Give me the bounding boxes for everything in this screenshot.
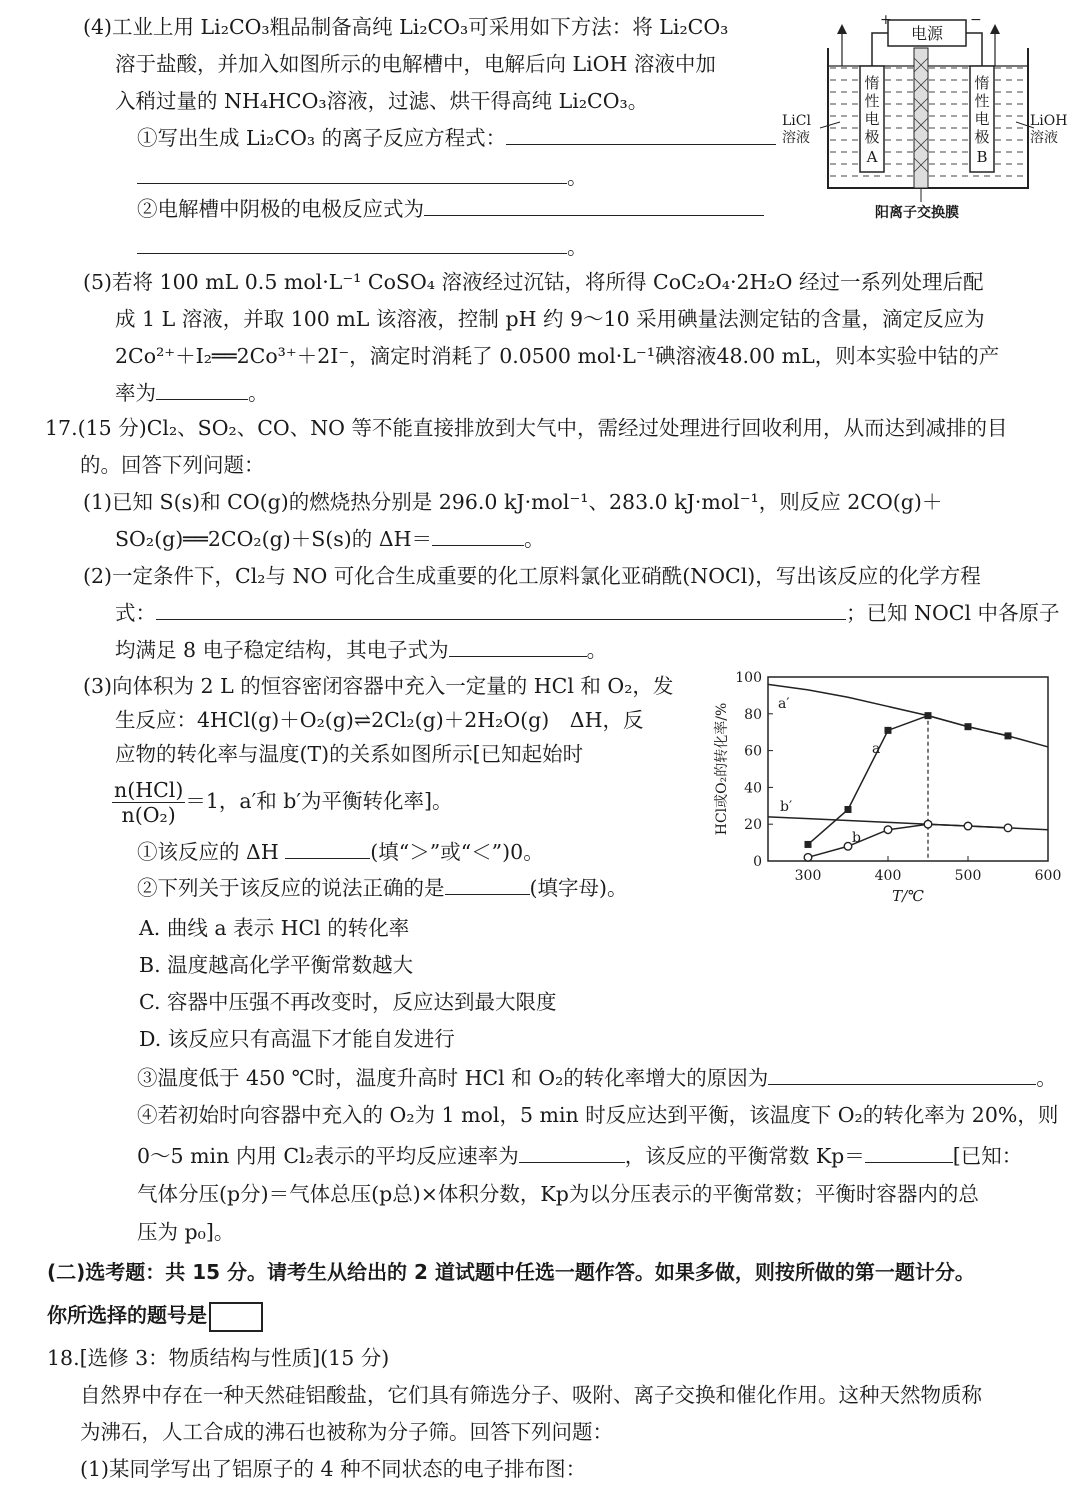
data-point-circle — [884, 826, 892, 834]
q17-3-line3: 应物的转化率与温度(T)的关系如图所示[已知起始时 — [115, 742, 584, 766]
q16-4-q1-text: ①写出生成 Li₂CO₃ 的离子反应方程式： — [137, 126, 507, 150]
y-axis-label: HCl或O₂的转化率/% — [714, 702, 730, 836]
answer-blank[interactable] — [506, 126, 776, 145]
q16-4-line3: 入稍过量的 NH₄HCO₃溶液，过滤、烘干得高纯 Li₂CO₃。 — [115, 89, 649, 113]
electrode-a-char: 极 — [864, 128, 880, 146]
x-tick-label: 300 — [794, 868, 822, 884]
gas-arrow-left — [837, 24, 847, 34]
q17-3-sub4-line1: ④若初始时向容器中充入的 O₂为 1 mol，5 min 时反应达到平衡，该温度下 O₂的转化率为 20%，则 — [137, 1103, 1059, 1127]
data-point-square — [885, 727, 892, 734]
data-point-square — [1005, 732, 1012, 739]
wire-left — [872, 33, 888, 66]
fraction-denominator: n(O₂) — [121, 803, 176, 827]
electrode-a-char: 电 — [864, 110, 880, 128]
chosen-question-row — [47, 1301, 263, 1332]
series-label: b — [852, 830, 861, 846]
gas-arrow-right — [990, 24, 1000, 34]
y-tick-label: 20 — [744, 817, 762, 834]
data-point-circle — [804, 854, 812, 862]
q17-3-line1: (3)向体积为 2 L 的恒容密闭容器中充入一定量的 HCl 和 O₂，发 — [83, 674, 674, 698]
q16-5-l4-text: 率为 — [115, 381, 156, 405]
answer-blank[interactable] — [445, 876, 530, 895]
ratio-fraction — [112, 778, 185, 827]
electrode-b-char: 电 — [974, 110, 990, 128]
option-d: D. 该反应只有高温下才能自发进行 — [139, 1027, 455, 1051]
q16-4-question1-cont — [137, 163, 588, 191]
y-tick-label: 40 — [744, 780, 762, 797]
q18-line4: (1)某同学写出了铝原子的 4 种不同状态的电子排布图： — [80, 1457, 587, 1481]
data-point-circle — [964, 822, 972, 830]
conversion-rate-chart — [700, 665, 1078, 910]
q17-3-sub4-line3: 气体分压(p分)＝气体总压(p总)×体积分数，Kp为以分压表示的平衡常数；平衡时容器内的总 — [137, 1182, 979, 1206]
answer-blank[interactable] — [137, 235, 567, 254]
answer-blank[interactable] — [432, 527, 524, 546]
q16-4-question2 — [137, 195, 764, 223]
q17-2-l3-text: 均满足 8 电子稳定结构，其电子式为 — [115, 638, 449, 662]
q16-4-question1 — [137, 124, 776, 152]
lioh-label: LiOH — [1030, 113, 1068, 129]
y-tick-label: 80 — [744, 706, 762, 723]
data-point-circle — [844, 842, 852, 850]
licl-label: LiCl — [782, 113, 811, 129]
q17-3-sub4-line4: 压为 p₀]。 — [137, 1220, 235, 1244]
sub4-text: 0～5 min 内用 Cl₂表示的平均反应速率为 — [137, 1144, 519, 1168]
y-tick-label: 60 — [744, 743, 762, 760]
wire-right — [966, 33, 982, 66]
y-tick-label: 100 — [735, 670, 762, 686]
q17-1-l2-text: SO₂(g)══2CO₂(g)＋S(s)的 ΔH＝ — [115, 527, 432, 551]
data-point-square — [845, 806, 852, 813]
electrode-b-char: 性 — [974, 92, 990, 110]
q17-2-line1: (2)一定条件下，Cl₂与 NO 可化合生成重要的化工原料氯化亚硝酰(NOCl)，写出该反应的化学方程 — [83, 564, 981, 588]
series-label: a′ — [778, 696, 790, 712]
electrode-a-char: A — [866, 148, 878, 166]
q17-1-line2 — [115, 525, 545, 553]
option-a: A. 曲线 a 表示 HCl 的转化率 — [139, 916, 410, 940]
q18-line2: 自然界中存在一种天然硅铝酸盐，它们具有筛选分子、吸附、离子交换和催化作用。这种天然物质称 — [80, 1383, 982, 1407]
x-axis-label: T/℃ — [892, 887, 924, 905]
q17-2-l2-tail: ；已知 NOCl 中各原子 — [846, 601, 1060, 625]
q18-title: 18.[选修 3：物质结构与性质](15 分) — [47, 1346, 390, 1370]
minus-sign: − — [970, 12, 982, 28]
lioh-label-2: 溶液 — [1030, 130, 1058, 146]
data-point-circle — [924, 820, 932, 828]
q16-5-line2: 成 1 L 溶液，并取 100 mL 该溶液，控制 pH 约 9～10 采用碘量法测定钴的含量，滴定反应为 — [115, 307, 985, 331]
series-label: a — [872, 741, 881, 757]
fraction-numerator: n(HCl) — [114, 778, 184, 802]
option-c: C. 容器中压强不再改变时，反应达到最大限度 — [139, 990, 557, 1014]
plot-frame — [768, 677, 1048, 861]
membrane-label: 阳离子交换膜 — [875, 205, 959, 221]
q17-line1: 17.(15 分)Cl₂、SO₂、CO、NO 等不能直接排放到大气中，需经过处理进行回收利用，从而达到减排的目 — [45, 416, 1008, 440]
answer-blank[interactable] — [768, 1066, 1036, 1085]
q17-1-line1: (1)已知 S(s)和 CO(g)的燃烧热分别是 296.0 kJ·mol⁻¹、283.0 kJ·mol⁻¹，则反应 2CO(g)＋ — [83, 490, 943, 514]
electrode-a-char: 惰 — [864, 74, 880, 92]
q17-3-l4-text: ＝1，a′和 b′为平衡转化率]。 — [185, 789, 453, 813]
period: 。 — [567, 235, 588, 259]
period: 。 — [524, 527, 545, 551]
data-point-square — [805, 841, 812, 848]
period: 。 — [248, 381, 269, 405]
answer-blank[interactable] — [424, 197, 764, 216]
q16-4-q2-text: ②电解槽中阴极的电极反应式为 — [137, 197, 424, 221]
q17-3-line4 — [112, 778, 453, 827]
answer-blank[interactable] — [285, 840, 370, 859]
q17-3-sub1 — [137, 838, 544, 866]
sub1-tail: (填“＞”或“＜”)0。 — [370, 840, 544, 864]
chosen-question-box[interactable] — [209, 1302, 263, 1332]
q18-line3: 为沸石，人工合成的沸石也被称为分子筛。回答下列问题： — [80, 1420, 613, 1444]
q16-5-line3: 2Co²⁺＋I₂══2Co³⁺＋2I⁻，滴定时消耗了 0.0500 mol·L⁻¹碘溶液48.00 mL，则本实验中钴的产 — [115, 344, 1000, 368]
chosen-question-label: 你所选择的题号是 — [47, 1303, 207, 1327]
membrane — [914, 48, 928, 188]
sub4-tail: [已知： — [952, 1144, 1023, 1168]
series-label: b′ — [780, 799, 793, 815]
sub1-text: ①该反应的 ΔH — [137, 840, 279, 864]
electrode-a-char: 性 — [864, 92, 880, 110]
data-point-square — [965, 723, 972, 730]
answer-blank[interactable] — [156, 381, 248, 400]
x-tick-label: 500 — [954, 868, 982, 884]
data-point-square — [925, 712, 932, 719]
electrode-b-char: B — [976, 148, 988, 166]
period: 。 — [586, 638, 608, 662]
x-tick-label: 400 — [874, 868, 902, 884]
q16-5-line4 — [115, 379, 269, 407]
q16-4-question2-cont — [137, 233, 588, 261]
electrolytic-cell-diagram — [780, 8, 1075, 228]
sub2-tail: (填字母)。 — [529, 876, 628, 900]
y-tick-label: 0 — [753, 854, 762, 870]
q17-3-sub2 — [137, 874, 628, 902]
electrode-b-char: 惰 — [974, 74, 990, 92]
q16-4-line1: (4)工业上用 Li₂CO₃粗品制备高纯 Li₂CO₃可采用如下方法：将 Li₂CO₃ — [83, 15, 729, 39]
elective-instructions: (二)选考题：共 15 分。请考生从给出的 2 道试题中任选一题作答。如果多做，则按所做的第一题计分。 — [47, 1260, 975, 1284]
answer-blank[interactable] — [137, 165, 567, 184]
power-label: 电源 — [910, 24, 944, 43]
q17-3-sub4-line2 — [137, 1142, 1022, 1170]
q17-3-sub3 — [137, 1064, 1057, 1092]
q17-2-line2 — [115, 599, 1060, 627]
answer-blank[interactable] — [519, 1144, 625, 1163]
answer-blank[interactable] — [449, 638, 587, 657]
data-point-circle — [1004, 824, 1012, 832]
electrode-b-char: 极 — [974, 128, 990, 146]
answer-blank[interactable] — [865, 1144, 953, 1163]
sub2-text: ②下列关于该反应的说法正确的是 — [137, 876, 445, 900]
sub4-mid: ，该反应的平衡常数 Kp＝ — [624, 1144, 865, 1168]
series-line-b — [808, 824, 1008, 857]
q17-2-l2-text: 式： — [115, 601, 156, 625]
q16-4-line2: 溶于盐酸，并加入如图所示的电解槽中，电解后向 LiOH 溶液中加 — [115, 52, 716, 76]
period: 。 — [567, 165, 588, 189]
period: 。 — [1036, 1066, 1057, 1090]
licl-label-2: 溶液 — [782, 130, 810, 146]
plus-sign: + — [880, 12, 892, 28]
sub3-text: ③温度低于 450 ℃时，温度升高时 HCl 和 O₂的转化率增大的原因为 — [137, 1066, 769, 1090]
q17-2-line3 — [115, 636, 607, 664]
q16-5-line1: (5)若将 100 mL 0.5 mol·L⁻¹ CoSO₄ 溶液经过沉钴，将所得 CoC₂O₄·2H₂O 经过一系列处理后配 — [83, 270, 984, 294]
x-tick-label: 600 — [1034, 868, 1062, 884]
series-line-a — [808, 716, 1008, 845]
q17-3-line2: 生反应：4HCl(g)＋O₂(g)⇌2Cl₂(g)＋2H₂O(g) ΔH，反 — [115, 708, 644, 732]
q17-line2: 的。回答下列问题： — [80, 453, 265, 477]
answer-blank[interactable] — [156, 601, 846, 620]
option-b: B. 温度越高化学平衡常数越大 — [139, 953, 414, 977]
